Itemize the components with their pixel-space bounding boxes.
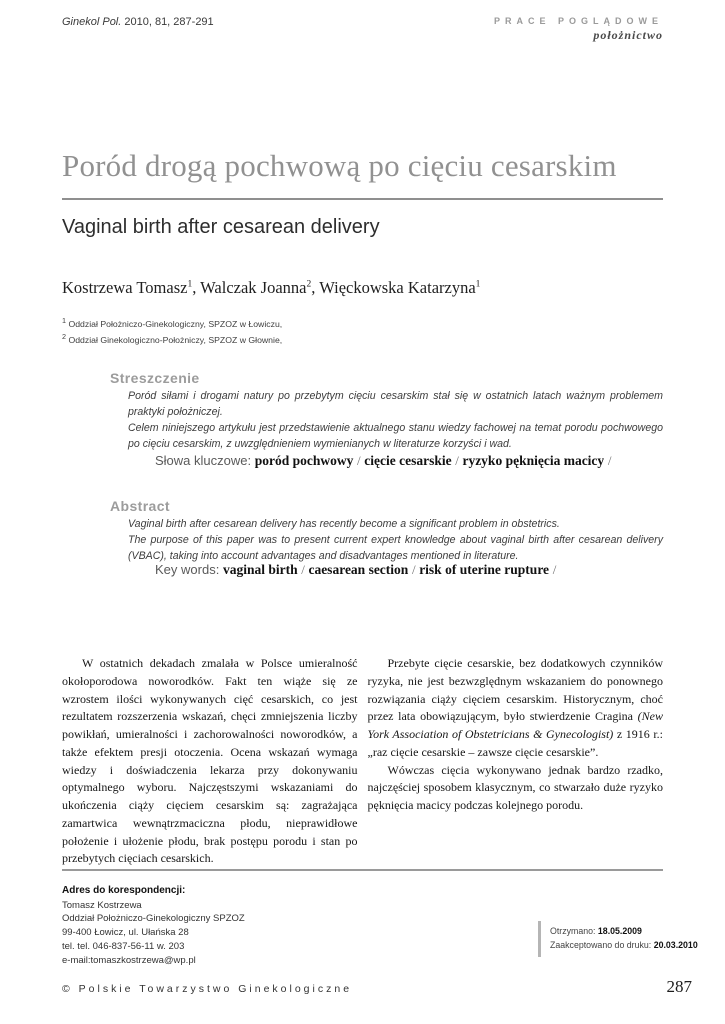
- dates-box: [538, 921, 698, 957]
- author: , Walczak Joanna: [192, 278, 307, 297]
- author-affiliation-mark: 1: [187, 279, 193, 290]
- keyword-separator: /: [357, 453, 361, 468]
- correspondence-line: 99-400 Łowicz, ul. Ułańska 28: [62, 927, 189, 939]
- received-line: [550, 924, 698, 938]
- body-column-right: [368, 655, 664, 868]
- body-columns: [62, 655, 663, 868]
- body-column-left: [62, 655, 358, 868]
- keyword-separator: /: [552, 562, 557, 577]
- correspondence-line: tel. tel. 046-837-56-11 w. 203: [62, 940, 185, 952]
- received-date: 18.05.2009: [597, 926, 642, 936]
- authors-line: [62, 278, 480, 298]
- series-label: PRACE POGLĄDOWE: [493, 16, 663, 26]
- keywords-en-label: Key words:: [155, 562, 220, 577]
- copyright-text: © Polskie Towarzystwo Ginekologiczne: [62, 983, 353, 995]
- author-affiliation-mark: 2: [306, 279, 312, 290]
- keywords-pl-label: Słowa kluczowe:: [155, 453, 252, 468]
- correspondence-line: Tomasz Kostrzewa: [62, 899, 142, 911]
- title-block: [62, 148, 663, 200]
- footer-rule: [62, 869, 663, 871]
- page-number: 287: [666, 977, 692, 996]
- author: Kostrzewa Tomasz: [62, 278, 188, 297]
- keyword-en: vaginal birth: [222, 562, 298, 577]
- page-footer: [62, 977, 692, 997]
- keyword-pl: cięcie cesarskie: [364, 453, 452, 468]
- correspondence-line: e-mail:tomaszkostrzewa@wp.pl: [62, 954, 196, 966]
- affiliation-mark: 2: [62, 332, 67, 342]
- streszczenie-body: [128, 389, 663, 453]
- streszczenie-section: [110, 370, 663, 453]
- keyword-separator: /: [301, 562, 305, 577]
- correspondence-line: Oddział Położniczo-Ginekologiczny SPZOZ: [62, 913, 245, 925]
- body-text-italic: (New York Association of Obstetricians & Gynecologist): [367, 709, 663, 741]
- affiliation-mark: 1: [62, 316, 67, 325]
- affiliation-line: [62, 315, 282, 331]
- abstract-section: [110, 498, 663, 565]
- keyword-pl: ryzyko pęknięcia macicy: [462, 453, 605, 468]
- correspondence-heading: Adres do korespondencji:: [62, 885, 186, 896]
- body-paragraph: Wówczas cięcia wykonywano jednak bardzo rzadko, najczęściej sposobem klasycznym, co stwarzało duże ryzyko pęknięcia macicy podczas kolejnego porodu.: [367, 762, 663, 812]
- received-label: Otrzymano:: [550, 926, 598, 936]
- abstract-body: [128, 517, 663, 565]
- page-header: [62, 16, 692, 43]
- abstract-heading: Abstract: [110, 498, 170, 514]
- journal-citation: [62, 16, 214, 28]
- affiliation-text: Oddział Ginekologiczno-Położniczy, SPZOZ w Głownie,: [66, 335, 283, 346]
- author-affiliation-mark: 1: [475, 279, 481, 290]
- correspondence-block: [62, 884, 245, 967]
- streszczenie-paragraph: Poród siłami i drogami natury po przebytym cięciu cesarskim stał się w ostatnich latach ważnym problemem praktyki położniczej.: [128, 390, 663, 418]
- affiliation-line: [62, 331, 282, 347]
- abstract-paragraph: The purpose of this paper was to present current expert knowledge about vaginal birth after cesarean delivery (VBAC), taking into account advantages and disadvantages mentioned in literature.: [128, 533, 663, 562]
- keyword-en: risk of uterine rupture: [419, 562, 550, 577]
- accepted-date: 20.03.2010: [653, 940, 698, 951]
- accepted-line: [550, 938, 698, 952]
- keyword-separator: /: [411, 562, 416, 577]
- affiliations: [62, 315, 282, 348]
- keyword-pl: poród pochwowy: [254, 453, 354, 468]
- streszczenie-paragraph: Celem niniejszego artykułu jest przedstawienie aktualnego stanu wiedzy fachowej na temat porodu pochwowego po cięciu cesarskim, z uwzględnieniem wymienianych w literaturze korzyści i wad.: [128, 421, 663, 450]
- article-title: Poród drogą pochwową po cięciu cesarskim: [62, 148, 617, 183]
- keywords-en-line: [155, 562, 556, 578]
- streszczenie-heading: Streszczenie: [110, 370, 200, 386]
- header-right: [494, 16, 663, 43]
- body-paragraph: [368, 655, 664, 762]
- body-text: Przebyte cięcie cesarskie, bez dodatkowych czynników ryzyka, nie jest bezwzględnym wskazaniem do ponownego rozwiązania ciąży cięciem cesarskim. Historycznym, choć przez lata obowiązującym, było stwierdzenie Cragina: [367, 656, 663, 724]
- keyword-en: caesarean section: [308, 562, 409, 577]
- author: , Więckowska Katarzyna: [311, 278, 476, 297]
- affiliation-text: Oddział Położniczo-Ginekologiczny, SPZOZ w Łowiczu,: [66, 318, 283, 329]
- accepted-label: Zaakceptowano do druku:: [550, 940, 654, 951]
- article-subtitle: Vaginal birth after cesarean delivery: [62, 216, 380, 238]
- subseries-label: położnictwo: [593, 28, 663, 42]
- body-paragraph: W ostatnich dekadach zmalała w Polsce umieralność okołoporodowa noworodków. Fakt ten wiąże się ze wzrostem ilości wykonywanych cięć cesarskich, co jest rezultatem rozszerzenia wskazań, chęci zmniejszenia liczby powikłań, umieralności i zachorowalności noworodków, a także efektem presji otoczenia. Ocena wskazań wymaga wiedzy i doświadczenia lekarza przy dokonywaniu optymalnego wyboru. Najczęstszymi wskazaniami do ukończenia ciąży cięciem cesarskim są: zagrażająca zamartwica wewnątrzmaciczna płodu, nieprawidłowe położenie i ułożenie płodu, brak postępu porodu i stan po przebytych cięciach cesarskich.: [62, 656, 358, 866]
- keyword-separator: /: [607, 453, 612, 468]
- journal-citation-details: 2010, 81, 287-291: [121, 16, 214, 28]
- body-text: z 1916 r.: „raz cięcie cesarskie – zawsze cięcie cesarskie”.: [367, 727, 663, 759]
- abstract-paragraph: Vaginal birth after cesarean delivery has recently become a significant problem in obstetrics.: [128, 518, 560, 530]
- keywords-pl-line: [155, 453, 611, 469]
- journal-name: Ginekol Pol.: [62, 16, 122, 28]
- keyword-separator: /: [455, 453, 459, 468]
